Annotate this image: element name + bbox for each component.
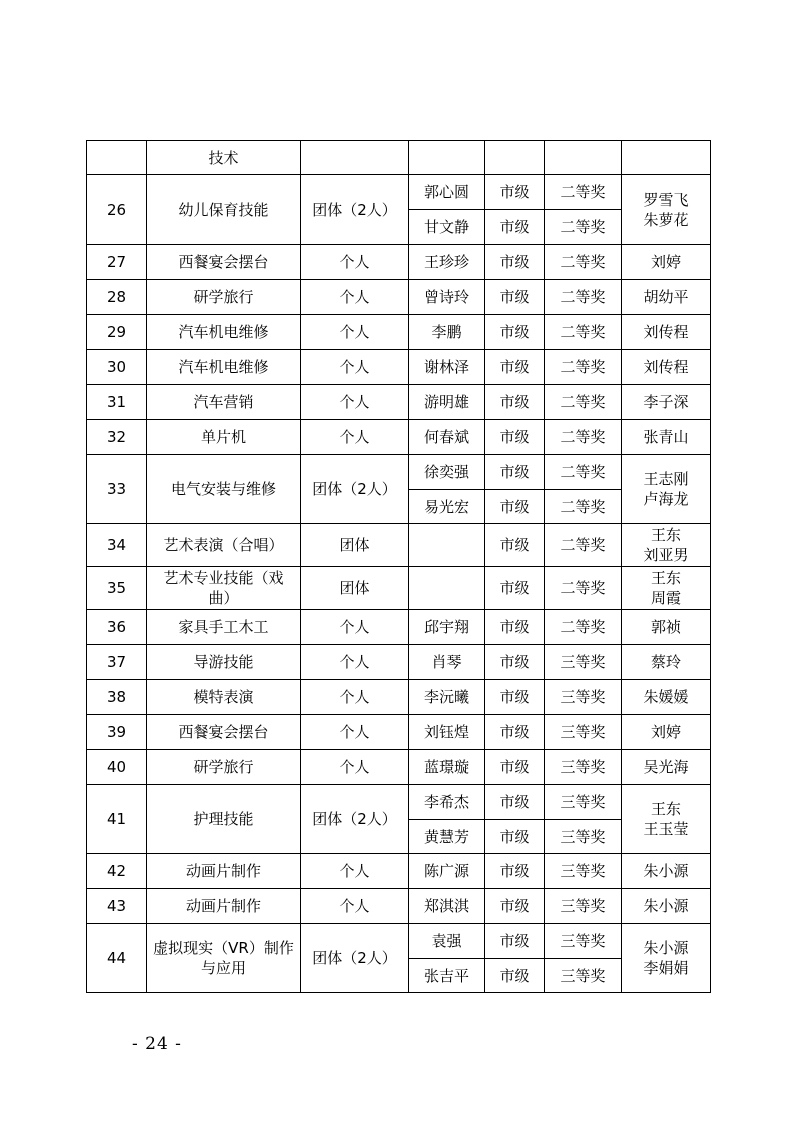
award-table-body xyxy=(87,141,711,993)
type-cell: 团体（2人） xyxy=(301,785,409,854)
award-cell: 二等奖 xyxy=(545,315,622,350)
teacher-name: 张青山 xyxy=(643,428,689,446)
student-cell: 郑淇淇 xyxy=(409,889,485,924)
type-cell: 个人 xyxy=(301,715,409,750)
award-cell: 二等奖 xyxy=(545,350,622,385)
level-cell: 市级 xyxy=(485,820,545,854)
type-cell: 个人 xyxy=(301,385,409,420)
row-number-cell: 44 xyxy=(87,924,147,993)
table-row xyxy=(87,524,711,567)
student-cell: 陈广源 xyxy=(409,854,485,889)
student-cell: 蓝璟璇 xyxy=(409,750,485,785)
table-row xyxy=(87,280,711,315)
row-number-cell: 30 xyxy=(87,350,147,385)
table-row xyxy=(87,567,711,610)
teacher-name: 朱小源 xyxy=(643,897,689,915)
teacher-cell xyxy=(622,750,711,785)
teacher-cell xyxy=(622,889,711,924)
level-cell: 市级 xyxy=(485,645,545,680)
row-number-cell: 41 xyxy=(87,785,147,854)
level-cell: 市级 xyxy=(485,245,545,280)
student-cell: 邱宇翔 xyxy=(409,610,485,645)
award-cell: 二等奖 xyxy=(545,385,622,420)
type-cell: 个人 xyxy=(301,680,409,715)
table-row xyxy=(87,750,711,785)
table-row xyxy=(87,175,711,210)
table-row xyxy=(87,141,711,175)
teacher-cell xyxy=(622,524,711,567)
level-cell: 市级 xyxy=(485,854,545,889)
student-cell: 谢林泽 xyxy=(409,350,485,385)
teacher-name: 罗雪飞 xyxy=(643,190,689,209)
row-number-cell: 32 xyxy=(87,420,147,455)
row-number-cell: 40 xyxy=(87,750,147,785)
award-table xyxy=(86,140,711,993)
student-cell: 黄慧芳 xyxy=(409,820,485,854)
teacher-cell xyxy=(622,420,711,455)
teacher-name: 李娟娟 xyxy=(643,959,689,977)
level-cell: 市级 xyxy=(485,385,545,420)
project-cell: 家具手工木工 xyxy=(147,610,301,645)
award-cell: 二等奖 xyxy=(545,210,622,245)
teacher-name: 李子深 xyxy=(643,393,689,411)
teacher-cell xyxy=(622,141,711,175)
row-number-cell: 37 xyxy=(87,645,147,680)
teacher-cell xyxy=(622,680,711,715)
type-cell: 团体 xyxy=(301,567,409,610)
level-cell: 市级 xyxy=(485,750,545,785)
project-cell: 艺术专业技能（戏 曲） xyxy=(147,567,301,610)
student-cell: 袁强 xyxy=(409,924,485,959)
teacher-cell xyxy=(622,455,711,524)
project-cell: 汽车机电维修 xyxy=(147,315,301,350)
level-cell: 市级 xyxy=(485,889,545,924)
project-cell: 幼儿保育技能 xyxy=(147,175,301,245)
row-number-cell: 42 xyxy=(87,854,147,889)
teacher-name: 朱小源 xyxy=(643,862,689,880)
teacher-cell xyxy=(622,610,711,645)
award-cell: 三等奖 xyxy=(545,785,622,820)
table-row xyxy=(87,245,711,280)
teacher-cell xyxy=(622,715,711,750)
teacher-name: 刘婷 xyxy=(650,253,681,271)
level-cell: 市级 xyxy=(485,350,545,385)
level-cell: 市级 xyxy=(485,959,545,993)
level-cell: 市级 xyxy=(485,210,545,245)
student-cell xyxy=(409,141,485,175)
level-cell: 市级 xyxy=(485,785,545,820)
table-row xyxy=(87,455,711,490)
level-cell: 市级 xyxy=(485,455,545,490)
award-cell: 三等奖 xyxy=(545,750,622,785)
table-row xyxy=(87,420,711,455)
type-cell: 团体 xyxy=(301,524,409,567)
project-cell: 西餐宴会摆台 xyxy=(147,715,301,750)
level-cell: 市级 xyxy=(485,175,545,210)
student-cell: 何春斌 xyxy=(409,420,485,455)
table-row xyxy=(87,385,711,420)
project-cell: 艺术表演（合唱） xyxy=(147,524,301,567)
type-cell: 个人 xyxy=(301,280,409,315)
row-number-cell: 27 xyxy=(87,245,147,280)
table-row xyxy=(87,715,711,750)
project-cell: 汽车机电维修 xyxy=(147,350,301,385)
level-cell: 市级 xyxy=(485,315,545,350)
teacher-cell xyxy=(622,924,711,993)
project-cell: 单片机 xyxy=(147,420,301,455)
type-cell: 个人 xyxy=(301,610,409,645)
type-cell: 团体（2人） xyxy=(301,455,409,524)
student-cell: 李沅曦 xyxy=(409,680,485,715)
level-cell: 市级 xyxy=(485,567,545,610)
student-cell: 徐奕强 xyxy=(409,455,485,490)
level-cell: 市级 xyxy=(485,680,545,715)
award-cell: 二等奖 xyxy=(545,567,622,610)
teacher-name: 吴光海 xyxy=(643,758,689,776)
student-cell: 易光宏 xyxy=(409,490,485,524)
teacher-name: 郭祯 xyxy=(650,618,681,636)
row-number-cell: 36 xyxy=(87,610,147,645)
row-number-cell: 34 xyxy=(87,524,147,567)
award-cell: 二等奖 xyxy=(545,490,622,524)
student-cell: 李鹏 xyxy=(409,315,485,350)
type-cell: 团体（2人） xyxy=(301,175,409,245)
award-cell: 二等奖 xyxy=(545,610,622,645)
level-cell: 市级 xyxy=(485,924,545,959)
type-cell: 个人 xyxy=(301,315,409,350)
teacher-cell xyxy=(622,350,711,385)
teacher-cell xyxy=(622,315,711,350)
row-number-cell: 39 xyxy=(87,715,147,750)
award-cell: 二等奖 xyxy=(545,245,622,280)
teacher-name: 刘传程 xyxy=(643,358,689,376)
table-row xyxy=(87,315,711,350)
teacher-name: 刘亚男 xyxy=(643,546,689,564)
project-cell: 电气安装与维修 xyxy=(147,455,301,524)
project-cell: 护理技能 xyxy=(147,785,301,854)
table-row xyxy=(87,854,711,889)
teacher-name: 周霞 xyxy=(650,589,681,607)
project-cell: 西餐宴会摆台 xyxy=(147,245,301,280)
award-cell: 三等奖 xyxy=(545,959,622,993)
teacher-cell xyxy=(622,567,711,610)
student-cell: 游明雄 xyxy=(409,385,485,420)
student-cell xyxy=(409,524,485,567)
teacher-name: 朱媛媛 xyxy=(643,688,689,706)
teacher-cell xyxy=(622,245,711,280)
award-cell: 三等奖 xyxy=(545,924,622,959)
type-cell xyxy=(301,141,409,175)
level-cell: 市级 xyxy=(485,524,545,567)
project-cell: 研学旅行 xyxy=(147,280,301,315)
teacher-cell xyxy=(622,175,711,245)
type-cell: 个人 xyxy=(301,854,409,889)
level-cell: 市级 xyxy=(485,420,545,455)
teacher-name: 刘婷 xyxy=(650,723,681,741)
table-row xyxy=(87,889,711,924)
teacher-name: 王志刚 xyxy=(643,470,689,488)
award-cell: 三等奖 xyxy=(545,680,622,715)
teacher-name: 胡幼平 xyxy=(643,288,689,306)
teacher-cell xyxy=(622,645,711,680)
award-cell: 二等奖 xyxy=(545,175,622,210)
teacher-name: 王东 xyxy=(650,800,681,818)
row-number-cell: 38 xyxy=(87,680,147,715)
teacher-name: 朱小源 xyxy=(643,939,689,957)
teacher-name: 朱萝花 xyxy=(643,210,689,229)
teacher-name: 卢海龙 xyxy=(643,490,689,508)
row-number-cell: 28 xyxy=(87,280,147,315)
level-cell: 市级 xyxy=(485,715,545,750)
row-number-cell: 29 xyxy=(87,315,147,350)
row-number-cell: 31 xyxy=(87,385,147,420)
teacher-name: 王东 xyxy=(650,569,681,587)
award-cell: 二等奖 xyxy=(545,420,622,455)
table-row xyxy=(87,924,711,959)
student-cell xyxy=(409,567,485,610)
project-cell: 技术 xyxy=(147,141,301,175)
teacher-cell xyxy=(622,854,711,889)
student-cell: 李希杰 xyxy=(409,785,485,820)
award-cell xyxy=(545,141,622,175)
award-cell: 三等奖 xyxy=(545,854,622,889)
teacher-name: 蔡玲 xyxy=(650,653,681,671)
project-cell: 动画片制作 xyxy=(147,854,301,889)
table-row xyxy=(87,645,711,680)
project-cell: 动画片制作 xyxy=(147,889,301,924)
type-cell: 个人 xyxy=(301,420,409,455)
teacher-cell xyxy=(622,385,711,420)
teacher-cell xyxy=(622,280,711,315)
student-cell: 王珍珍 xyxy=(409,245,485,280)
student-cell: 肖琴 xyxy=(409,645,485,680)
award-cell: 三等奖 xyxy=(545,889,622,924)
project-cell: 汽车营销 xyxy=(147,385,301,420)
teacher-name: 王玉莹 xyxy=(643,820,689,838)
type-cell: 个人 xyxy=(301,750,409,785)
table-row xyxy=(87,680,711,715)
row-number-cell xyxy=(87,141,147,175)
type-cell: 个人 xyxy=(301,889,409,924)
project-cell: 模特表演 xyxy=(147,680,301,715)
project-cell: 研学旅行 xyxy=(147,750,301,785)
type-cell: 个人 xyxy=(301,245,409,280)
teacher-name: 刘传程 xyxy=(643,323,689,341)
project-cell: 虚拟现实（VR）制作 与应用 xyxy=(147,924,301,993)
student-cell: 甘文静 xyxy=(409,210,485,245)
row-number-cell: 43 xyxy=(87,889,147,924)
teacher-cell xyxy=(622,785,711,854)
project-cell: 导游技能 xyxy=(147,645,301,680)
row-number-cell: 26 xyxy=(87,175,147,245)
award-cell: 三等奖 xyxy=(545,820,622,854)
table-row xyxy=(87,785,711,820)
award-cell: 二等奖 xyxy=(545,280,622,315)
teacher-name: 王东 xyxy=(650,526,681,544)
type-cell: 个人 xyxy=(301,350,409,385)
type-cell: 团体（2人） xyxy=(301,924,409,993)
student-cell: 刘钰煌 xyxy=(409,715,485,750)
student-cell: 张吉平 xyxy=(409,959,485,993)
row-number-cell: 33 xyxy=(87,455,147,524)
award-cell: 三等奖 xyxy=(545,715,622,750)
table-row xyxy=(87,350,711,385)
student-cell: 曾诗玲 xyxy=(409,280,485,315)
award-cell: 二等奖 xyxy=(545,524,622,567)
row-number-cell: 35 xyxy=(87,567,147,610)
award-cell: 三等奖 xyxy=(545,645,622,680)
level-cell: 市级 xyxy=(485,610,545,645)
type-cell: 个人 xyxy=(301,645,409,680)
level-cell: 市级 xyxy=(485,280,545,315)
award-cell: 二等奖 xyxy=(545,455,622,490)
student-cell: 郭心圆 xyxy=(409,175,485,210)
table-row xyxy=(87,610,711,645)
level-cell xyxy=(485,141,545,175)
page-number: - 24 - xyxy=(132,1034,182,1054)
level-cell: 市级 xyxy=(485,490,545,524)
